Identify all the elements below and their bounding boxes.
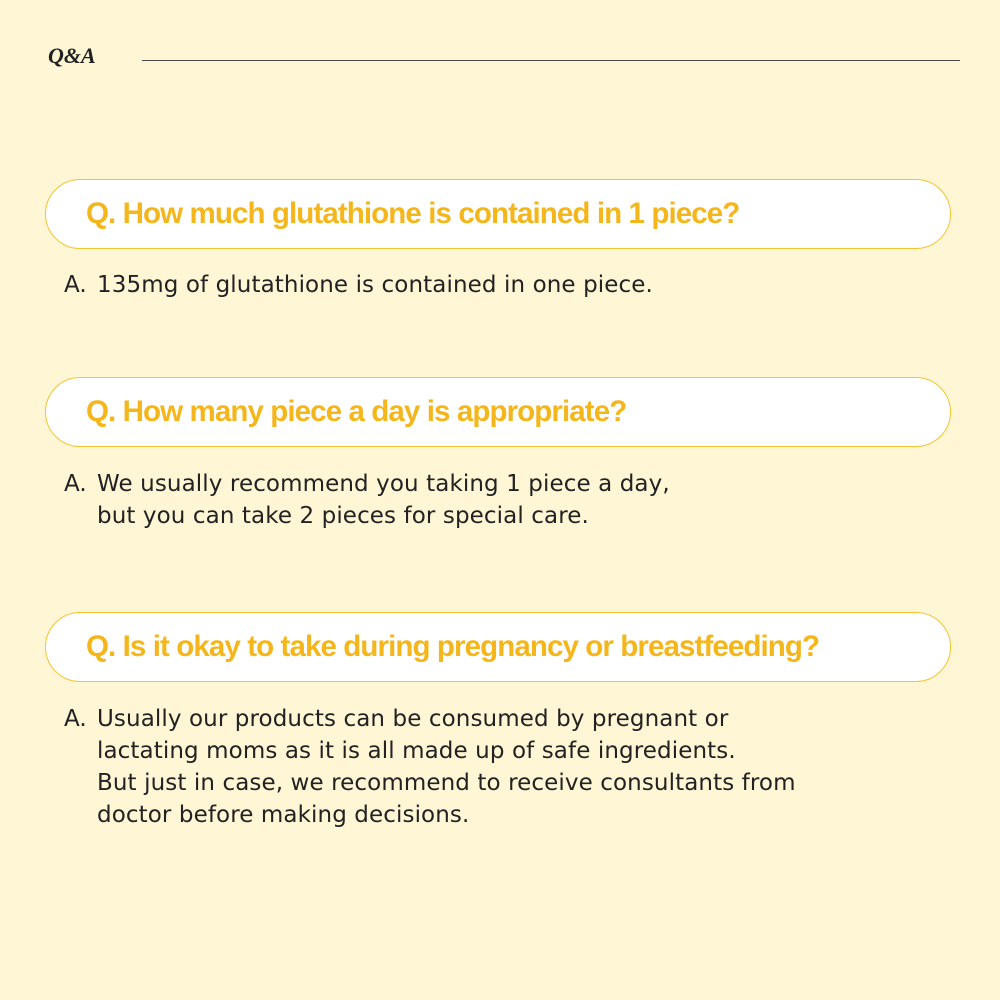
answer-text bbox=[97, 703, 796, 831]
answer-text bbox=[97, 468, 670, 532]
answer-line: doctor before making decisions. bbox=[97, 802, 470, 828]
question-text: Q. How much glutathione is contained in 1 piece? bbox=[86, 197, 740, 230]
header-divider bbox=[142, 60, 960, 61]
question-pill bbox=[45, 612, 951, 682]
answer-prefix: A. bbox=[64, 706, 87, 732]
answer-prefix: A. bbox=[64, 471, 87, 497]
answer-line: lactating moms as it is all made up of safe ingredients. bbox=[97, 738, 736, 764]
answer-line: Usually our products can be consumed by pregnant or bbox=[97, 706, 729, 732]
answer-line: 135mg of glutathione is contained in one piece. bbox=[97, 272, 653, 298]
question-text: Q. How many piece a day is appropriate? bbox=[86, 395, 627, 428]
page-title: Q&A bbox=[48, 43, 96, 68]
question-pill bbox=[45, 377, 951, 447]
question-pill bbox=[45, 179, 951, 249]
answer-line: We usually recommend you taking 1 piece a day, bbox=[97, 471, 670, 497]
answer-line: but you can take 2 pieces for special care. bbox=[97, 503, 589, 529]
question-text: Q. Is it okay to take during pregnancy or breastfeeding? bbox=[86, 630, 820, 663]
answer-text bbox=[97, 269, 653, 301]
answer-prefix: A. bbox=[64, 272, 87, 298]
answer-line: But just in case, we recommend to receive consultants from bbox=[97, 770, 796, 796]
